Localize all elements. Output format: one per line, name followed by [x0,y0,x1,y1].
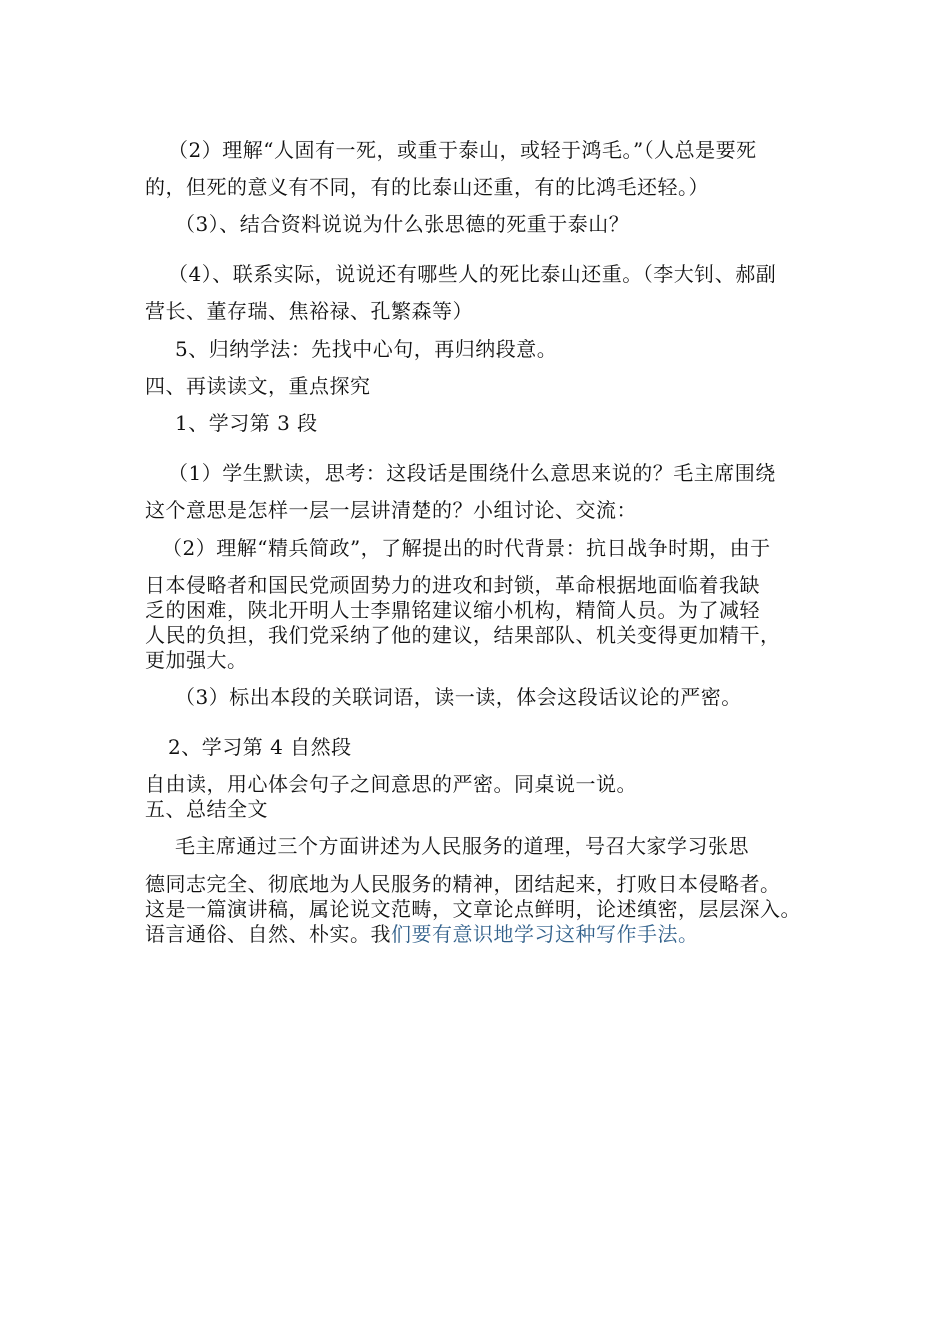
paragraph-line: 的，但死的意义有不同，有的比泰山还重，有的比鸿毛还轻。） [145,175,709,199]
paragraph-line: （2）理解“人固有一死，或重于泰山，或轻于鸿毛。”（人总是要死 [168,138,757,162]
paragraph-line: （2）理解“精兵简政”，了解提出的时代背景：抗日战争时期，由于 [162,536,771,560]
paragraph-line: 5、归纳学法：先找中心句，再归纳段意。 [175,337,558,361]
paragraph-line [145,922,699,946]
subsection-heading: 2、学习第 4 自然段 [168,735,352,759]
paragraph-line: （3）、结合资料说说为什么张思德的死重于泰山？ [175,212,630,236]
paragraph-line: 乏的困难，陕北开明人士李鼎铭建议缩小机构，精简人员。为了减轻 [145,598,760,622]
paragraph-line: 更加强大。 [145,648,248,672]
paragraph-line: （4）、联系实际，说说还有哪些人的死比泰山还重。（李大钊、郝副 [168,262,777,286]
paragraph-line: 这个意思是怎样一层一层讲清楚的？小组讨论、交流： [145,498,637,522]
paragraph-line: （1）学生默读，思考：这段话是围绕什么意思来说的？毛主席围绕 [168,461,776,485]
subsection-heading: 1、学习第 3 段 [175,411,318,435]
paragraph-line: 这是一篇演讲稿，属论说文范畴，文章论点鲜明，论述缜密，层层深入。 [145,897,801,921]
highlighted-text: 们要有意识地学习这种写作手法。 [391,922,699,946]
paragraph-line: （3）标出本段的关联词语，读一读，体会这段话议论的严密。 [175,685,742,709]
paragraph-line: 日本侵略者和国民党顽固势力的进攻和封锁，革命根据地面临着我缺 [145,573,760,597]
section-heading: 四、再读读文，重点探究 [145,374,371,398]
paragraph-line: 自由读，用心体会句子之间意思的严密。同桌说一说。 [145,772,637,796]
paragraph-line: 营长、董存瑞、焦裕禄、孔繁森等） [145,299,473,323]
paragraph-line: 毛主席通过三个方面讲述为人民服务的道理，号召大家学习张思 [175,834,749,858]
paragraph-line: 德同志完全、彻底地为人民服务的精神，团结起来，打败日本侵略者。 [145,872,781,896]
last-line-text: 语言通俗、自然、朴实。我 [145,922,391,946]
section-heading: 五、总结全文 [145,797,268,821]
paragraph-line: 人民的负担，我们党采纳了他的建议，结果部队、机关变得更加精干， [145,623,781,647]
